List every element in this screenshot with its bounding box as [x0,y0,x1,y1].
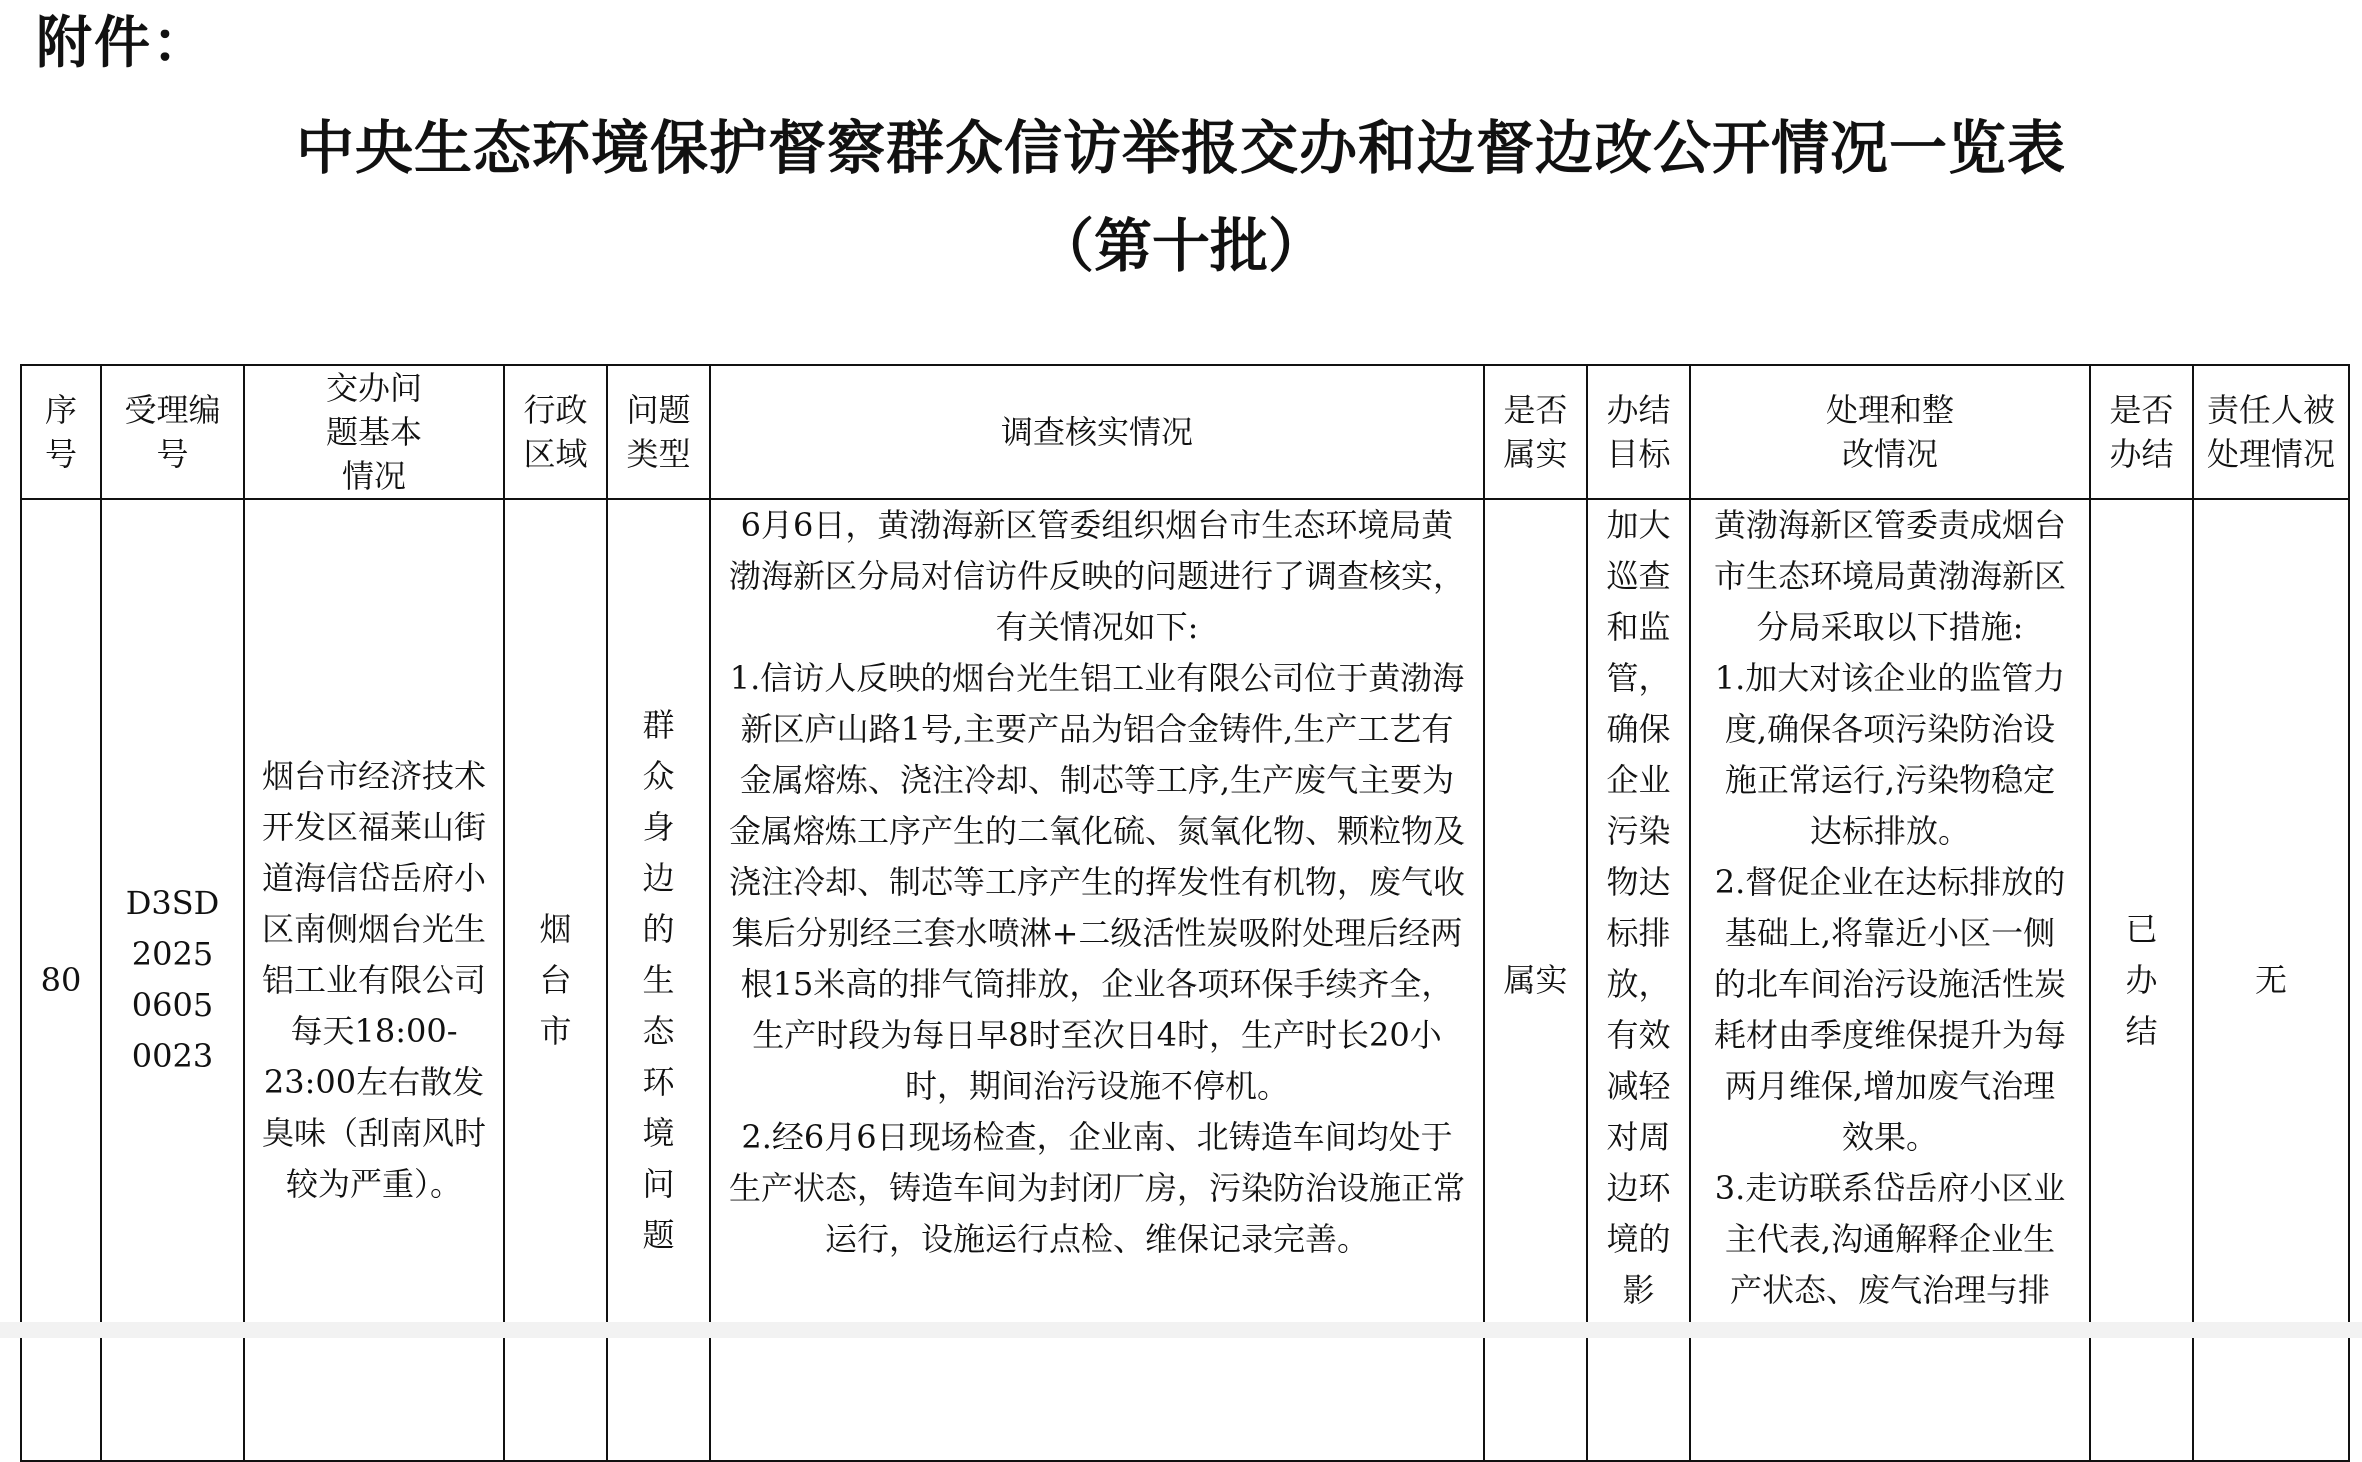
handling-paragraph: 黄渤海新区管委责成烟台市生态环境局黄渤海新区分局采取以下措施: [1713,506,2066,646]
cell-type: 群众身边的生态环境问题 [607,499,710,1461]
cell-investigation [710,499,1484,1461]
header-accept-no: 受理编号 [101,365,244,499]
cell-handling [1690,499,2090,1461]
header-verified: 是否属实 [1484,365,1587,499]
header-goal: 办结目标 [1587,365,1690,499]
investigation-paragraph: 2.经6月6日现场检查，企业南、北铸造车间均处于生产状态，铸造车间为封闭厂房，污染防治设施正常运行，设施运行点检、维保记录完善。 [729,1118,1466,1258]
header-handling: 处理和整改情况 [1690,365,2090,499]
cell-issue: 烟台市经济技术开发区福莱山街道海信岱岳府小区南侧烟台光生铝工业有限公司每天18:00-23:00左右散发臭味（刮南风时较为严重）。 [244,499,504,1461]
handling-paragraph: 3.走访联系岱岳府小区业主代表,沟通解释企业生产状态、废气治理与排 [1714,1169,2066,1309]
report-table [20,364,2350,1462]
investigation-paragraph: 1.信访人反映的烟台光生铝工业有限公司位于黄渤海新区庐山路1号,主要产品为铝合金铸件,生产工艺有金属熔炼、浇注冷却、制芯等工序,生产废气主要为金属熔炼工序产生的二氧化硫、氮氧化物、颗粒物及浇注冷却、制芯等工序产生的挥发性有机物，废气收集后分别经三套水喷淋+二级活性炭吸附处理后经两根15米高的排气筒排放，企业各项环保手续齐全，生产时段为每日早8时至次日4时，生产时长20小时，期间治污设施不停机。 [729,659,1466,1105]
cell-seq: 80 [21,499,101,1461]
page-bottom-edge [0,1322,2362,1338]
table-row [21,499,2349,1461]
table-header-row [21,365,2349,499]
cell-accept-no: D3SD20250605 0023 [101,499,244,1461]
cell-closed: 已办结 [2090,499,2193,1461]
cell-accountability: 无 [2193,499,2349,1461]
header-closed: 是否办结 [2090,365,2193,499]
investigation-paragraph: 6月6日，黄渤海新区管委组织烟台市生态环境局黄渤海新区分局对信访件反映的问题进行了调查核实，有关情况如下: [729,506,1466,646]
page-title: 中央生态环境保护督察群众信访举报交办和边督边改公开情况一览表 [295,114,2066,182]
header-region: 行政区域 [504,365,607,499]
handling-paragraph: 2.督促企业在达标排放的基础上,将靠近小区一侧的北车间治污设施活性炭耗材由季度维保提升为每两月维保,增加废气治理效果。 [1713,863,2066,1156]
header-investigation: 调查核实情况 [710,365,1484,499]
header-issue: 交办问题基本情况 [244,365,504,499]
header-accountability: 责任人被处理情况 [2193,365,2349,499]
header-seq: 序号 [21,365,101,499]
cell-region: 烟台市 [504,499,607,1461]
cell-goal: 加大巡查和监管，确保企业污染物达标排放，有效减轻对周边环境的影 [1587,499,1690,1461]
handling-paragraph: 1.加大对该企业的监管力度,确保各项污染防治设施正常运行,污染物稳定达标排放。 [1714,659,2066,850]
attachment-label: 附件： [36,11,210,76]
page-subtitle: （第十批） [1035,212,1326,280]
cell-verified: 属实 [1484,499,1587,1461]
header-type: 问题类型 [607,365,710,499]
